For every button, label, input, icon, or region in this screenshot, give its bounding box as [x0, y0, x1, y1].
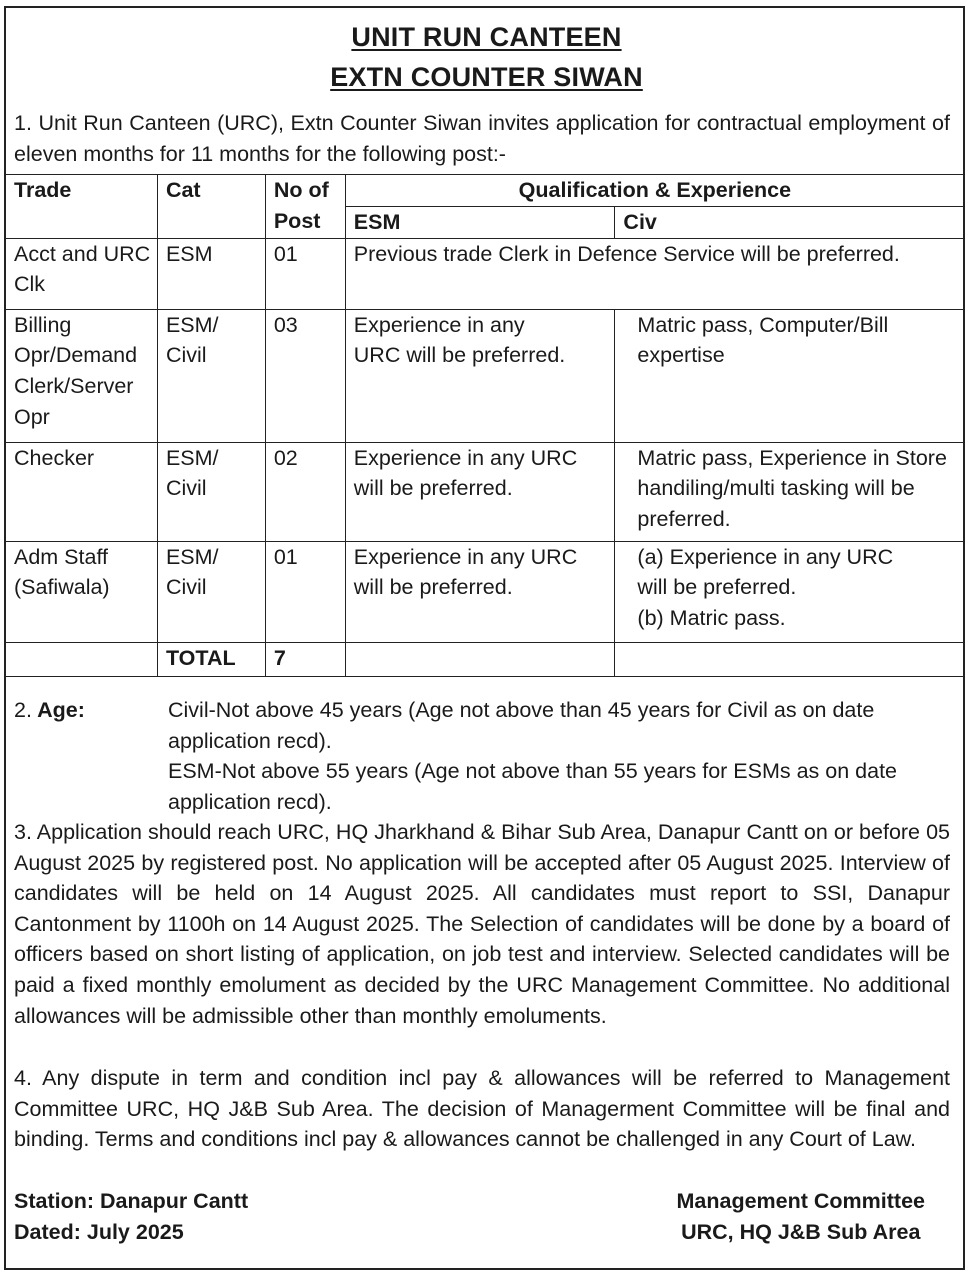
table-header-row [6, 175, 965, 207]
cell-civ [615, 541, 965, 642]
cell-qualification-merged: Previous trade Clerk in Defence Service will be preferred. [345, 238, 964, 309]
cell-cat: ESM/ Civil [157, 309, 265, 442]
document-subtitle: EXTN COUNTER SIWAN [330, 62, 643, 92]
cell-civ: Matric pass, Experience in Store handiling/multi tasking will be preferred. [615, 442, 965, 541]
header-civ: Civ [615, 206, 965, 238]
document-title: UNIT RUN CANTEEN [351, 22, 622, 52]
committee-line: Management Committee [676, 1189, 925, 1213]
cell-no: 02 [265, 442, 345, 541]
age-civil: Civil-Not above 45 years (Age not above than 45 years for Civil as on date application recd). [168, 698, 875, 753]
cell-esm: Experience in any URC will be preferred. [345, 309, 615, 442]
posts-table [5, 174, 965, 677]
table-row [6, 309, 965, 442]
header-trade: Trade [6, 175, 158, 239]
total-value: 7 [265, 642, 345, 676]
footer-right [677, 1186, 926, 1247]
dispute-paragraph: 4. Any dispute in term and condition incl pay & allowances will be referred to Management Committee URC, HQ J&B Sub Area. The decision of Managerment Committee will be final and binding. Terms and conditions incl pay & allowances cannot be challenged in any Court of Law. [14, 1066, 950, 1152]
cell-esm: Experience in any URC will be preferred. [345, 442, 615, 541]
header-qualification: Qualification & Experience [345, 175, 964, 207]
total-label: TOTAL [157, 642, 265, 676]
age-esm: ESM-Not above 55 years (Age not above than 55 years for ESMs as on date application recd). [168, 759, 898, 814]
table-row [6, 442, 965, 541]
header-cat: Cat [157, 175, 265, 239]
cell-trade: Checker [6, 442, 158, 541]
civ-item-a: (a) Experience in any URC will be preferred. [637, 544, 894, 600]
table-row [6, 541, 965, 642]
age-text [168, 695, 948, 817]
footer-left [14, 1186, 248, 1247]
org-line: URC, HQ J&B Sub Area [681, 1219, 921, 1244]
cell-cat: ESM [157, 238, 265, 309]
age-label: 2. Age: [14, 698, 85, 722]
cell-cat: ESM/ Civil [157, 541, 265, 642]
table-total-row [6, 642, 965, 676]
cell-trade: Billing Opr/Demand Clerk/Server Opr [6, 309, 158, 442]
civ-item-b: (b) Matric pass. [637, 606, 786, 631]
cell-trade: Acct and URC Clk [6, 238, 158, 309]
dated-line: Dated: July 2025 [14, 1219, 184, 1244]
table-row [6, 238, 965, 309]
cell-trade: Adm Staff (Safiwala) [6, 541, 158, 642]
application-paragraph: 3. Application should reach URC, HQ Jharkhand & Bihar Sub Area, Danapur Cantt on or before 05 August 2025 by registered post. No application will be accepted after 05 August 2025. Interview of candidates will be held on 14 August 2025. All candidates must report to SSI, Danapur Cantonment by 1100h on 14 August 2025. The Selection of candidates will be done by a board of officers based on short listing of application, on job test and interview. Selected candidates will be paid a fixed monthly emolument as decided by the URC Management Committee. No additional allowances will be admissible other than monthly emoluments. [14, 820, 950, 1028]
cell-no: 01 [265, 541, 345, 642]
station-line: Station: Danapur Cantt [14, 1189, 249, 1213]
cell-cat: ESM/ Civil [157, 442, 265, 541]
cell-no: 03 [265, 309, 345, 442]
header-no-of-post: No of Post [265, 175, 345, 239]
cell-esm: Experience in any URC will be preferred. [345, 541, 615, 642]
header-esm: ESM [345, 206, 615, 238]
cell-no: 01 [265, 238, 345, 309]
intro-paragraph: 1. Unit Run Canteen (URC), Extn Counter Siwan invites application for contractual employment of eleven months for 11 months for the following post:- [14, 111, 950, 166]
cell-civ: Matric pass, Computer/Bill expertise [615, 309, 965, 442]
